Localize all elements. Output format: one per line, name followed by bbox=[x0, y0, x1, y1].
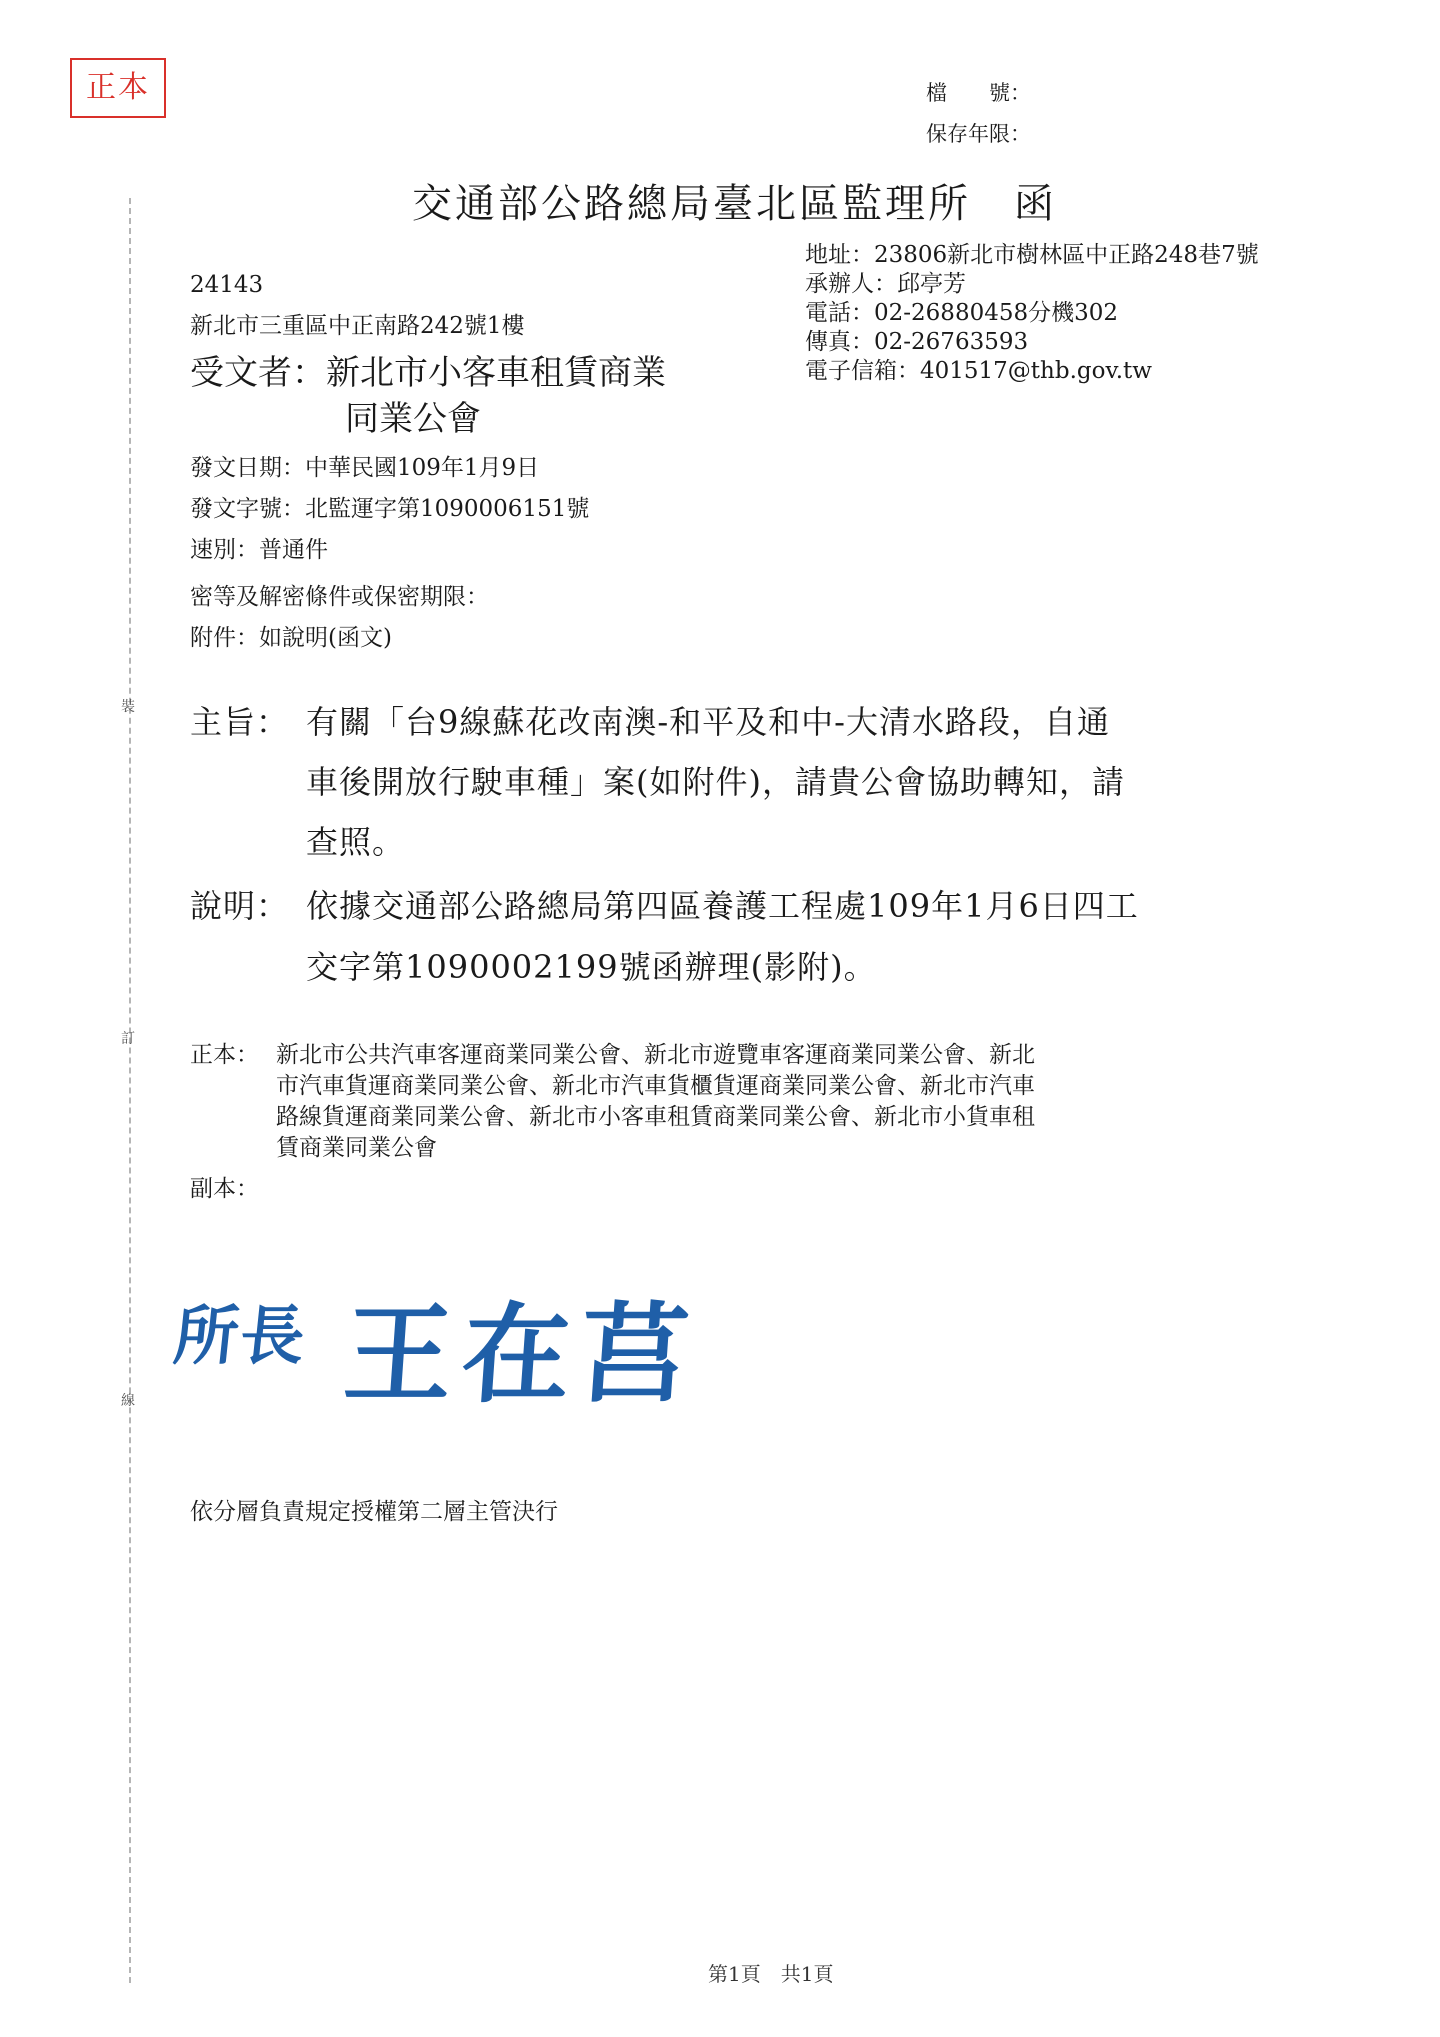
signature-title-seal: 所長 bbox=[170, 1299, 311, 1374]
original-recipients-line-2: 市汽車貨運商業同業公會、新北市汽車貨櫃貨運商業同業公會、新北市汽車 bbox=[276, 1073, 1035, 1099]
binding-mark-line: 線 bbox=[121, 1393, 135, 1409]
issue-date: 發文日期：中華民國109年1月9日 bbox=[190, 455, 540, 481]
subject-line-3: 查照。 bbox=[306, 823, 406, 861]
delegation-note: 依分層負責規定授權第二層主管決行 bbox=[190, 1499, 558, 1525]
sender-fax: 傳真：02-26763593 bbox=[805, 329, 1029, 355]
sender-address: 地址：23806新北市樹林區中正路248巷7號 bbox=[805, 242, 1259, 268]
document-title: 交通部公路總局臺北區監理所 函 bbox=[412, 181, 1057, 227]
retention-period-label: 保存年限： bbox=[926, 122, 1031, 146]
sender-contact: 承辦人：邱亭芳 bbox=[805, 271, 966, 297]
binding-mark-staple: 訂 bbox=[121, 1031, 135, 1047]
explanation-line-2: 交字第1090002199號函辦理(影附)。 bbox=[306, 948, 877, 986]
sender-email: 電子信箱：401517@thb.gov.tw bbox=[805, 358, 1152, 384]
original-recipients-label: 正本： bbox=[190, 1042, 259, 1068]
recipient-postal-code: 24143 bbox=[190, 272, 264, 298]
attachment-info: 附件：如說明(函文) bbox=[190, 625, 392, 651]
signature-name-seal: 王在莒 bbox=[339, 1292, 703, 1418]
delivery-speed: 速別：普通件 bbox=[190, 537, 328, 563]
binding-margin-line bbox=[129, 198, 131, 1983]
recipient-address: 新北市三重區中正南路242號1樓 bbox=[190, 313, 525, 339]
explanation-line-1: 依據交通部公路總局第四區養護工程處109年1月6日四工 bbox=[306, 887, 1139, 925]
binding-mark-bind: 裝 bbox=[121, 699, 135, 715]
original-recipients-line-1: 新北市公共汽車客運商業同業公會、新北市遊覽車客運商業同業公會、新北 bbox=[276, 1042, 1035, 1068]
subject-line-2: 車後開放行駛車種」案(如附件)，請貴公會協助轉知，請 bbox=[306, 763, 1125, 801]
recipient-name-line-2: 同業公會 bbox=[345, 399, 481, 439]
subject-line-1: 有關「台9線蘇花改南澳-和平及和中-大清水路段，自通 bbox=[306, 703, 1110, 741]
recipient-name-line-1: 受文者：新北市小客車租賃商業 bbox=[190, 353, 666, 393]
document-number: 發文字號：北監運字第1090006151號 bbox=[190, 496, 590, 522]
original-copy-stamp: 正本 bbox=[70, 58, 166, 118]
original-recipients-line-4: 賃商業同業公會 bbox=[276, 1135, 437, 1161]
subject-label: 主旨： bbox=[190, 703, 290, 741]
page-number: 第1頁 共1頁 bbox=[708, 1962, 834, 1986]
original-recipients-line-3: 路線貨運商業同業公會、新北市小客車租賃商業同業公會、新北市小貨車租 bbox=[276, 1104, 1035, 1130]
copy-recipients-label: 副本： bbox=[190, 1176, 259, 1202]
explanation-label: 說明： bbox=[190, 887, 290, 925]
file-number-label: 檔 號： bbox=[926, 81, 1031, 105]
security-level: 密等及解密條件或保密期限： bbox=[190, 584, 489, 610]
sender-phone: 電話：02-26880458分機302 bbox=[805, 300, 1119, 326]
